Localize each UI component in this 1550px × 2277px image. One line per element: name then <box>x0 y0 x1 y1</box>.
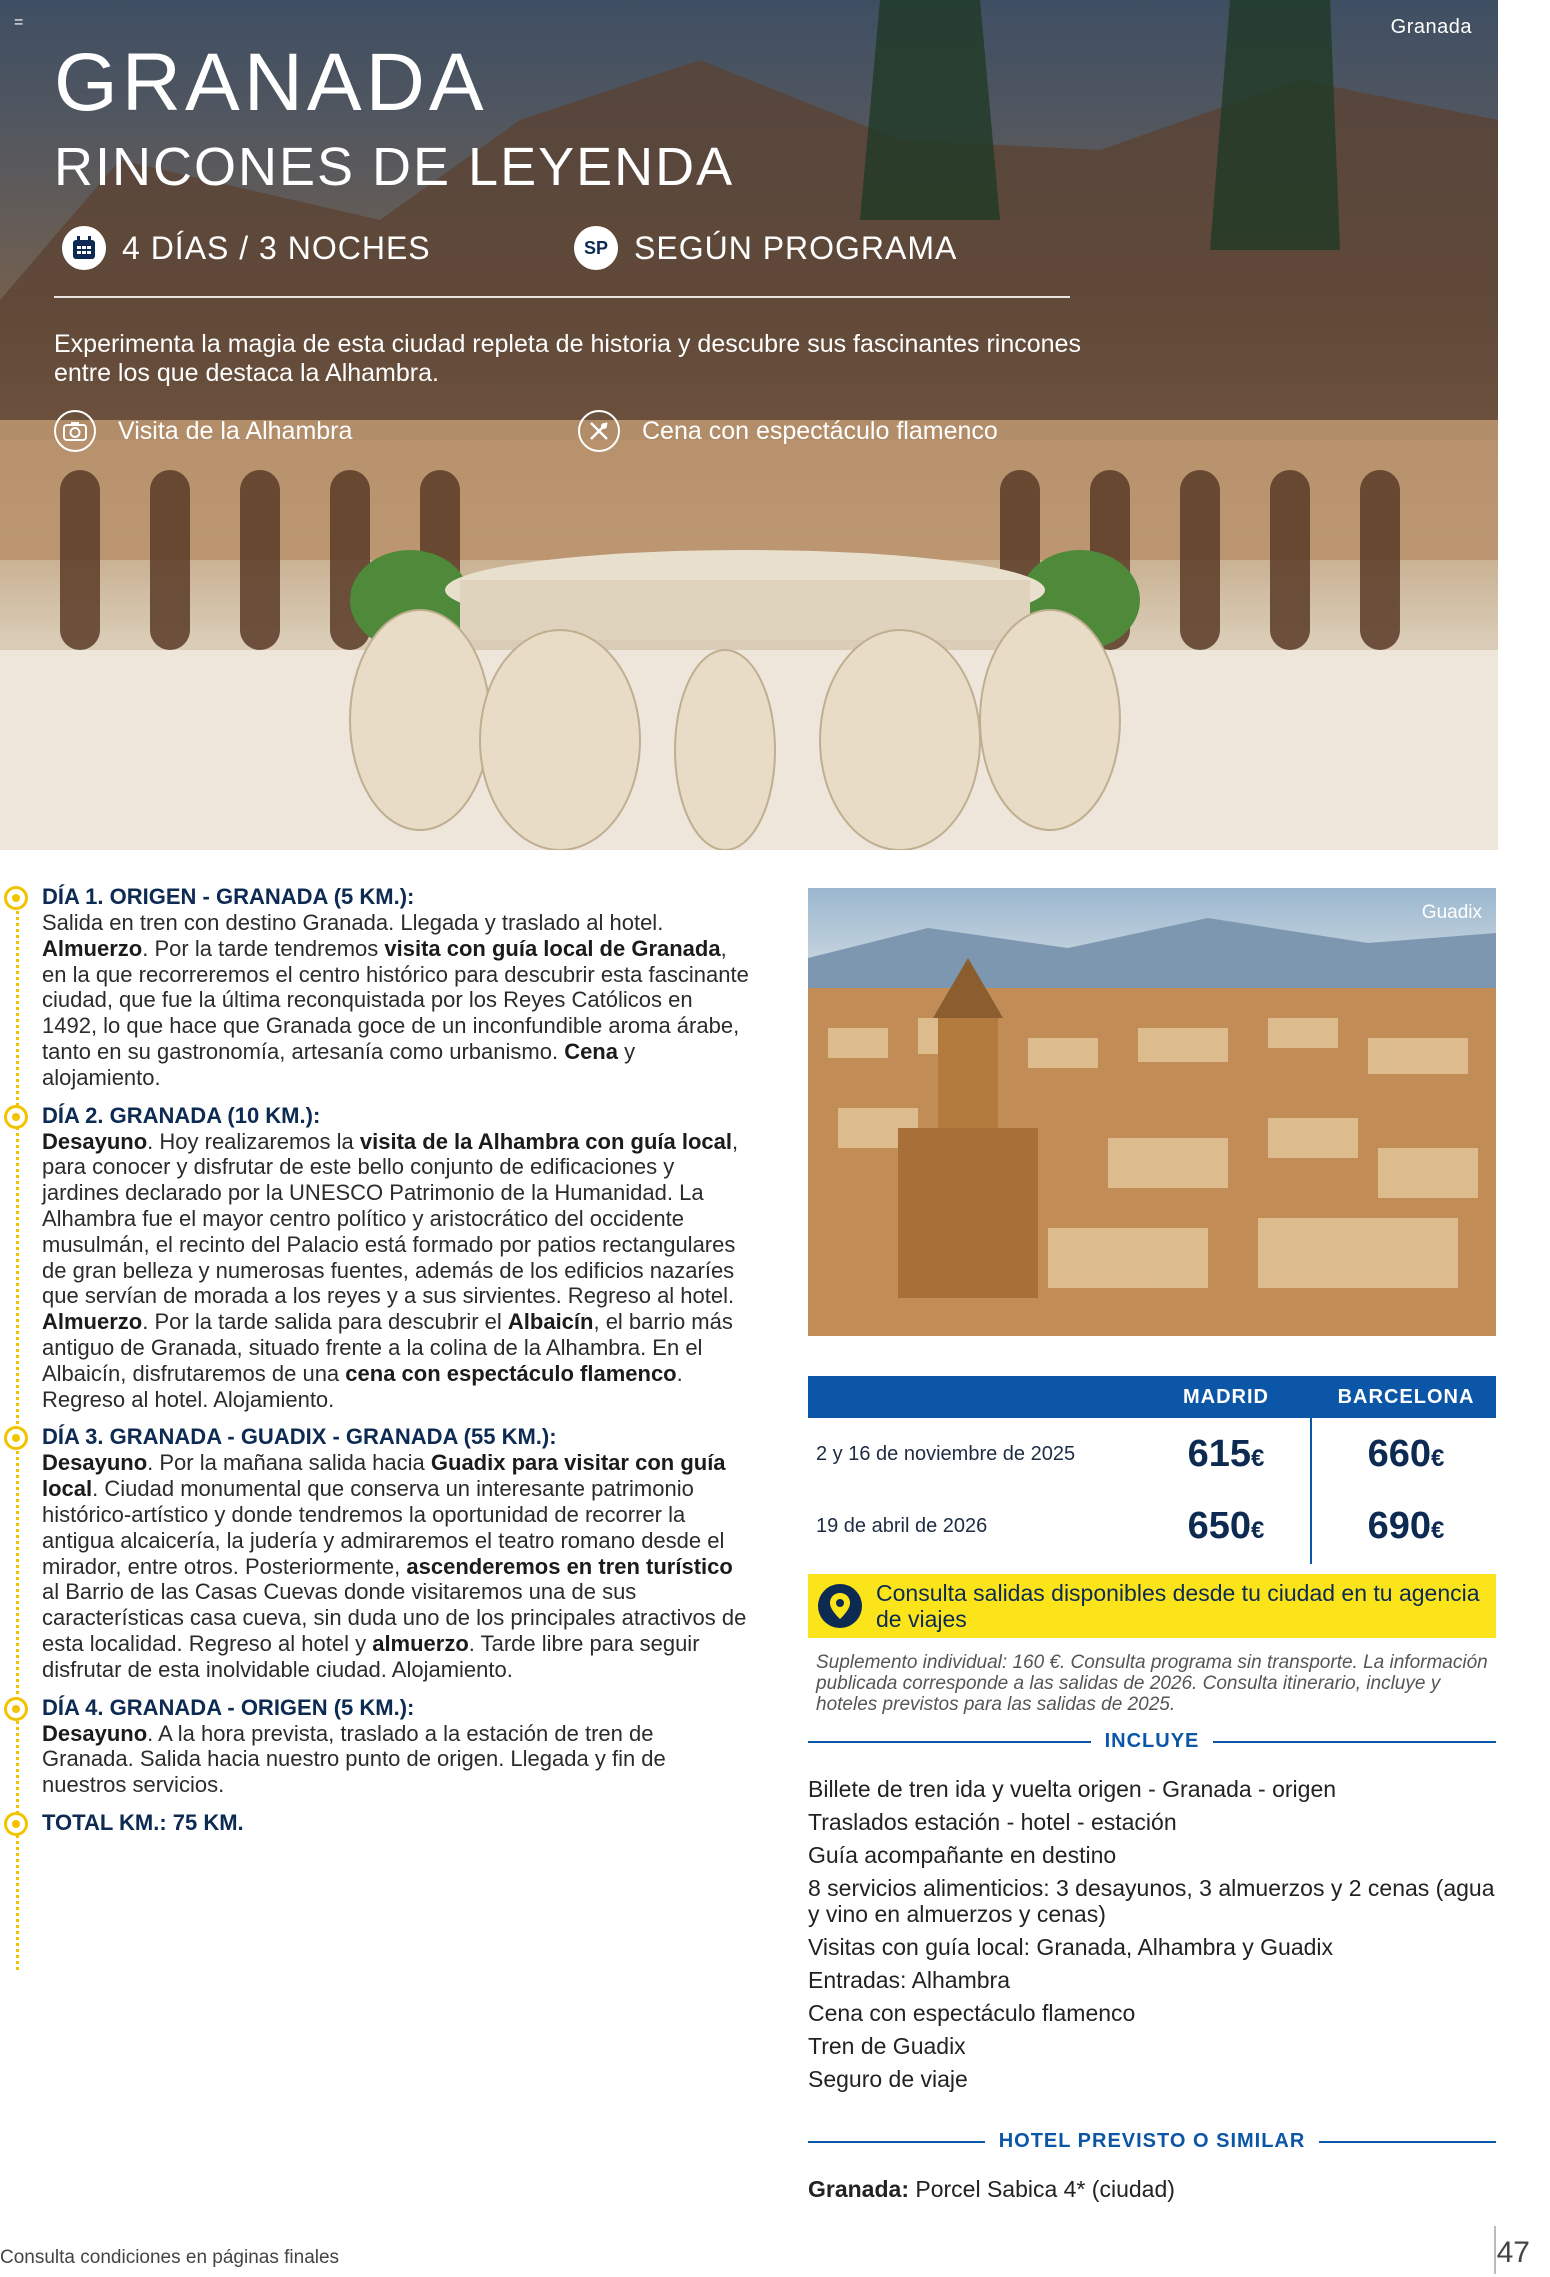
hotel-entry <box>808 2176 1175 2203</box>
day-title: DÍA 3. GRANADA - GUADIX - GRANADA (55 KM.): <box>42 1424 557 1450</box>
guadix-illustration <box>808 888 1496 1336</box>
hotel-city: Granada: <box>808 2176 909 2202</box>
sp-icon: SP <box>574 226 618 270</box>
itinerary-day-3 <box>0 1424 750 1682</box>
location-pin-icon <box>818 1584 862 1628</box>
day-text: Salida en tren con destino Granada. Llegada y traslado al hotel. Almuerzo. Por la tarde tendremos visita con guía local de Granada, en la que recorreremos el centro histórico para descubrir esta fascinante ciudad, que fue la última reconquistada por los Reyes Católicos en 1492, lo que hace que Granada goce de un inconfundible aroma árabe, tanto en su gastronomía, artesanía como urbanismo. Cena y alojamiento. <box>42 910 749 1090</box>
itinerary-day-2 <box>0 1103 750 1413</box>
list-item: Visitas con guía local: Granada, Alhambra y Guadix <box>808 1934 1334 1960</box>
hero-description: Experimenta la magia de esta ciudad repleta de historia y descubre sus fascinantes rincones entre los que destaca la Alhambra. <box>54 330 1081 387</box>
list-item: Cena con espectáculo flamenco <box>808 2000 1136 2026</box>
regime-text: SEGÚN PROGRAMA <box>634 229 958 266</box>
highlight-flamenco <box>578 410 998 452</box>
table-row <box>808 1490 1496 1562</box>
highlight-alhambra-text: Visita de la Alhambra <box>118 416 353 445</box>
hero-divider <box>54 296 1070 298</box>
col-madrid: MADRID <box>1183 1385 1269 1408</box>
includes-list <box>808 1776 1496 2099</box>
footer-note: Consulta condiciones en páginas finales <box>0 2247 340 2268</box>
page-subtitle: RINCONES DE LEYENDA <box>54 137 735 197</box>
corner-mark: = <box>14 14 24 31</box>
itinerary-day-1 <box>0 884 750 1091</box>
day-text: Desayuno. A la hora prevista, traslado a la estación de tren de Granada. Salida hacia nuestro punto de origen. Llegada y fin de nuestros servicios. <box>42 1720 666 1798</box>
list-item: Entradas: Alhambra <box>808 1967 1011 1993</box>
hero-photo <box>0 0 1498 850</box>
includes-heading <box>808 1730 1496 1753</box>
page-number: 47 <box>1496 2236 1530 2269</box>
timeline-bullet <box>4 1426 28 1450</box>
timeline-bullet <box>4 1812 28 1836</box>
price-table-header <box>808 1376 1496 1418</box>
list-item: 8 servicios alimenticios: 3 desayunos, 3 almuerzos y 2 cenas (agua y vino en almuerzos y cenas) <box>808 1875 1495 1927</box>
duration-text: 4 DÍAS / 3 NOCHES <box>122 229 431 266</box>
list-item: Tren de Guadix <box>808 2033 966 2059</box>
page-title: GRANADA <box>54 37 488 128</box>
list-item: Billete de tren ida y vuelta origen - Granada - origen <box>808 1776 1337 1802</box>
photo-location-tag: Guadix <box>1421 902 1482 923</box>
departure-date: 19 de abril de 2026 <box>816 1514 988 1537</box>
col-barcelona: BARCELONA <box>1337 1385 1475 1408</box>
hotel-name: Porcel Sabica 4* (ciudad) <box>908 2176 1175 2202</box>
supplement-note: Suplemento individual: 160 €. Consulta programa sin transporte. La información publicada corresponde a las salidas de 2026. Consulta itinerario, incluye y hoteles previstos para las salidas de 2025. <box>816 1652 1488 1715</box>
hotel-heading <box>808 2130 1496 2153</box>
itinerary-total <box>0 1810 750 1836</box>
highlight-flamenco-text: Cena con espectáculo flamenco <box>642 416 998 445</box>
highlight-alhambra <box>54 410 352 452</box>
total-km: TOTAL KM.: 75 KM. <box>42 1809 244 1835</box>
list-item: Seguro de viaje <box>808 2066 968 2092</box>
regime-badge <box>574 226 957 270</box>
itinerary <box>0 884 750 1848</box>
includes-heading-text: INCLUYE <box>1104 1730 1200 1752</box>
hotel-heading-text: HOTEL PREVISTO O SIMILAR <box>998 2130 1306 2152</box>
day-title: DÍA 1. ORIGEN - GRANADA (5 KM.): <box>42 884 415 909</box>
price-barcelona: 690€ <box>1367 1504 1445 1547</box>
day-title: DÍA 2. GRANADA (10 KM.): <box>42 1102 321 1128</box>
photo-location-tag: Granada <box>1390 16 1472 38</box>
price-madrid: 650€ <box>1187 1504 1265 1547</box>
cutlery-icon <box>578 410 620 452</box>
day-text: Desayuno. Por la mañana salida hacia Guadix para visitar con guía local. Ciudad monumental que conserva un interesante patrimonio histórico-artístico y donde tendremos la oportunidad de recorrer la antigua alcaicería, la judería y admiraremos el teatro romano desde el mirador, entre otros. Posteriormente, ascenderemos en tren turístico al Barrio de las Casas Cuevas donde visitaremos una de sus características casa cueva, sin duda uno de los principales atractivos de esta localidad. Regreso al hotel y almuerzo. Tarde libre para seguir disfrutar de esta inolvidable ciudad. Alojamiento. <box>42 1450 747 1682</box>
price-column-divider <box>1310 1418 1312 1564</box>
price-table <box>808 1376 1496 1562</box>
price-madrid: 615€ <box>1187 1432 1265 1475</box>
departures-notice <box>808 1574 1496 1638</box>
duration-badge <box>62 226 431 270</box>
timeline-bullet <box>4 886 28 910</box>
departure-date: 2 y 16 de noviembre de 2025 <box>816 1442 1076 1465</box>
day-title: DÍA 4. GRANADA - ORIGEN (5 KM.): <box>42 1694 415 1720</box>
guadix-photo <box>808 888 1496 1336</box>
list-item: Traslados estación - hotel - estación <box>808 1809 1177 1835</box>
notice-text: Consulta salidas disponibles desde tu ciudad en tu agencia de viajes <box>876 1580 1480 1632</box>
day-text: Desayuno. Hoy realizaremos la visita de la Alhambra con guía local, para conocer y disfrutar de este bello conjunto de edificaciones y jardines declarado por la UNESCO Patrimonio de la Humanidad. La Alhambra fue el mayor centro político y aristocrático del occidente musulmán, el recinto del Palacio está formado por patios rectangulares de gran belleza y numerosas fuentes, además de los edificios nazaríes que servían de morada a los reyes y a sus sirvientes. Regreso al hotel. Almuerzo. Por la tarde salida para descubrir el Albaicín, el barrio más antiguo de Granada, situado frente a la colina de la Alhambra. En el Albaicín, disfrutaremos de una cena con espectáculo flamenco. Regreso al hotel. Alojamiento. <box>42 1128 739 1412</box>
camera-icon <box>54 410 96 452</box>
timeline-bullet <box>4 1105 28 1129</box>
price-barcelona: 660€ <box>1367 1432 1445 1475</box>
list-item: Guía acompañante en destino <box>808 1842 1117 1868</box>
itinerary-day-4 <box>0 1695 750 1798</box>
calendar-icon <box>62 226 106 270</box>
table-row <box>808 1418 1496 1490</box>
timeline-bullet <box>4 1697 28 1721</box>
